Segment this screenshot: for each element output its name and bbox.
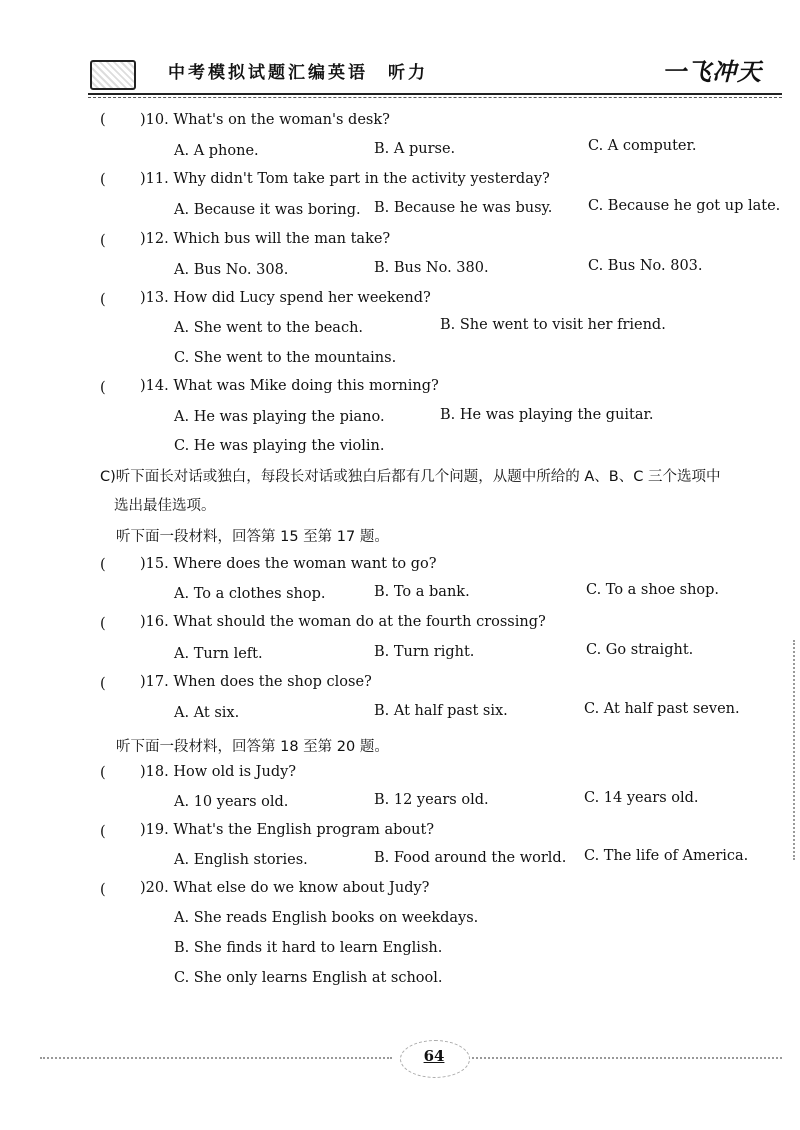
question-18: )18. How old is Judy?	[140, 764, 297, 780]
answer-blank[interactable]: (	[100, 616, 106, 632]
option-b: B. He was playing the guitar.	[440, 407, 654, 423]
option-c: C. Because he got up late.	[588, 198, 781, 214]
option-c: C. The life of America.	[584, 848, 749, 864]
option-c: C. He was playing the violin.	[174, 438, 385, 454]
option-c: C. A computer.	[588, 138, 697, 154]
option-b: B. Food around the world.	[374, 850, 567, 866]
option-c: C. To a shoe shop.	[586, 582, 720, 598]
option-b: B. She finds it hard to learn English.	[174, 940, 443, 956]
option-a: A. Because it was boring.	[174, 202, 361, 218]
publisher-logo-icon	[90, 60, 136, 90]
option-a: A. To a clothes shop.	[174, 586, 326, 602]
option-b: B. Bus No. 380.	[374, 260, 489, 276]
answer-blank[interactable]: (	[100, 824, 106, 840]
answer-blank[interactable]: (	[100, 676, 106, 692]
page-number: 64	[423, 1047, 445, 1065]
option-b: B. She went to visit her friend.	[440, 317, 666, 333]
answer-blank[interactable]: (	[100, 765, 106, 781]
answer-blank[interactable]: (	[100, 557, 106, 573]
question-12: )12. Which bus will the man take?	[140, 231, 391, 247]
footer-dotted-rule	[472, 1057, 782, 1059]
option-a: A. English stories.	[174, 852, 308, 868]
option-a: A. She reads English books on weekdays.	[174, 910, 479, 926]
question-16: )16. What should the woman do at the fourth crossing?	[140, 614, 546, 630]
material-heading-2: 听下面一段材料，回答第 18 至第 20 题。	[116, 739, 389, 755]
header-rule-dashed	[88, 97, 782, 98]
option-a: A. She went to the beach.	[174, 320, 364, 336]
answer-blank[interactable]: (	[100, 292, 106, 308]
answer-blank[interactable]: (	[100, 112, 106, 128]
option-c: C. Go straight.	[586, 642, 694, 658]
question-20: )20. What else do we know about Judy?	[140, 880, 430, 896]
option-a: A. 10 years old.	[174, 794, 289, 810]
option-c: C. 14 years old.	[584, 790, 699, 806]
answer-blank[interactable]: (	[100, 233, 106, 249]
question-13: )13. How did Lucy spend her weekend?	[140, 290, 431, 306]
question-19: )19. What's the English program about?	[140, 822, 435, 838]
option-a: A. At six.	[174, 705, 240, 721]
question-17: )17. When does the shop close?	[140, 674, 372, 690]
answer-blank[interactable]: (	[100, 172, 106, 188]
option-c: C. She only learns English at school.	[174, 970, 443, 986]
header-brand: 一飞冲天	[662, 58, 762, 86]
option-b: B. A purse.	[374, 141, 456, 157]
option-c: C. Bus No. 803.	[588, 258, 703, 274]
header-title: 中考模拟试题汇编英语 听力	[168, 63, 428, 83]
option-a: A. Turn left.	[174, 646, 263, 662]
material-heading-1: 听下面一段材料，回答第 15 至第 17 题。	[116, 529, 389, 545]
option-a: A. Bus No. 308.	[174, 262, 289, 278]
answer-blank[interactable]: (	[100, 882, 106, 898]
question-11: )11. Why didn't Tom take part in the activity yesterday?	[140, 171, 550, 187]
question-10: )10. What's on the woman's desk?	[140, 112, 390, 128]
question-15: )15. Where does the woman want to go?	[140, 556, 437, 572]
option-b: B. 12 years old.	[374, 792, 489, 808]
option-a: A. A phone.	[174, 143, 259, 159]
option-b: B. To a bank.	[374, 584, 470, 600]
option-b: B. At half past six.	[374, 703, 508, 719]
answer-blank[interactable]: (	[100, 380, 106, 396]
section-c-instruction: C)听下面长对话或独白，每段长对话或独白后都有几个问题，从题中所给的 A、B、C 三个选项中	[100, 469, 721, 485]
option-b: B. Because he was busy.	[374, 200, 553, 216]
option-c: C. At half past seven.	[584, 701, 740, 717]
question-14: )14. What was Mike doing this morning?	[140, 378, 439, 394]
section-c-instruction-cont: 选出最佳选项。	[114, 498, 216, 514]
option-c: C. She went to the mountains.	[174, 350, 397, 366]
option-a: A. He was playing the piano.	[174, 409, 385, 425]
footer-dotted-rule	[40, 1057, 392, 1059]
option-b: B. Turn right.	[374, 644, 475, 660]
header-rule	[88, 93, 782, 95]
binding-margin-marks	[793, 640, 795, 860]
